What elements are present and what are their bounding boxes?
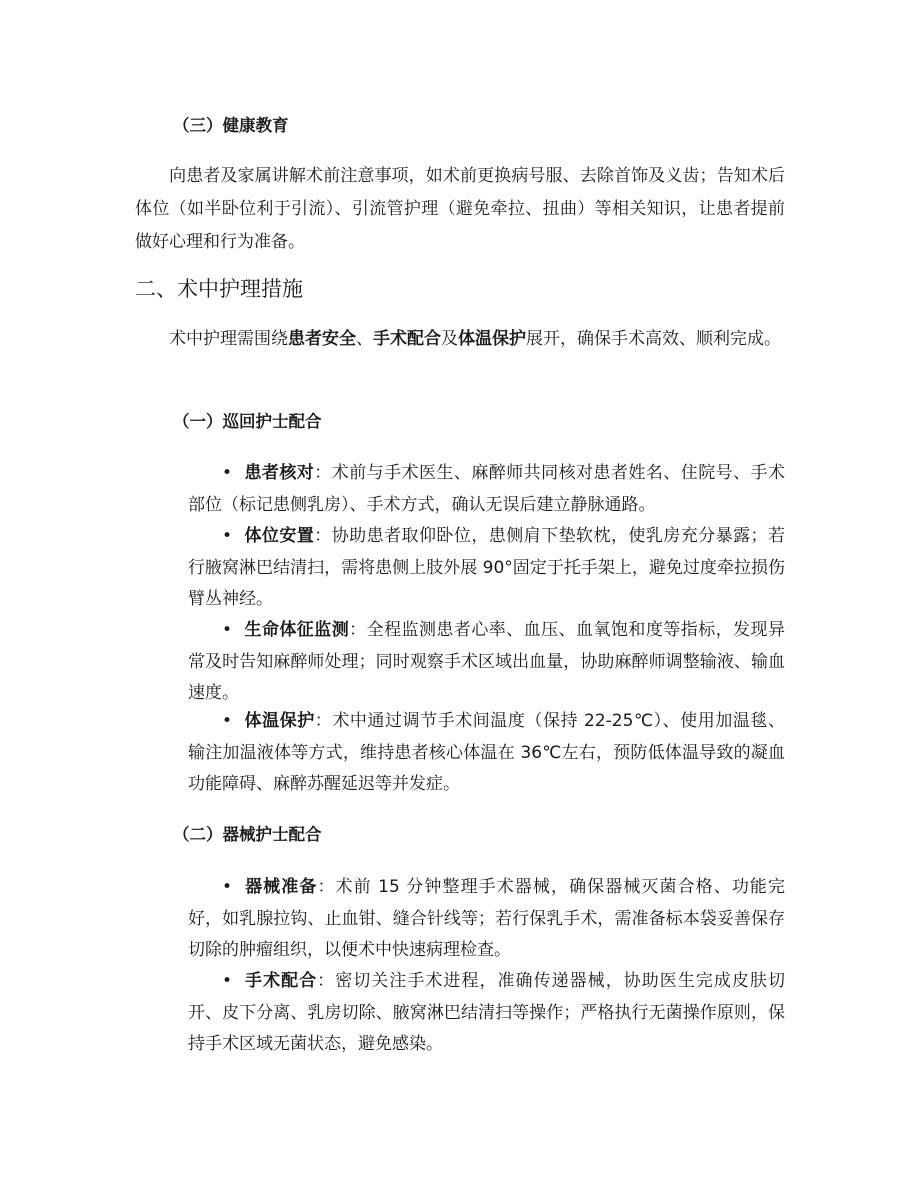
- item-label: 手术配合: [244, 971, 318, 991]
- intro-text: 及: [441, 329, 458, 349]
- item-label: 器械准备: [244, 877, 318, 897]
- item-text: ：术前与手术医生、麻醉师共同核对患者姓名、住院号、手术部位（标记患侧乳房）、手术方式，确认无误后建立静脉通路。: [188, 463, 786, 515]
- circulating-nurse-heading: （一）巡回护士配合: [173, 412, 322, 431]
- health-education-text: 向患者及家属讲解术前注意事项，如术前更换病号服、去除首饰及义齿；告知术后体位（如半卧位利于引流）、引流管护理（避免牵拉、扭曲）等相关知识，让患者提前做好心理和行为准备。: [135, 166, 785, 252]
- list-item: [188, 966, 785, 1061]
- item-text: ：全程监测患者心率、血压、血氧饱和度等指标，发现异常及时告知麻醉师处理；同时观察手术区域出血量，协助麻醉师调整输液、输血速度。: [188, 620, 786, 703]
- list-item: [188, 706, 785, 801]
- bullet-icon: •: [221, 877, 232, 897]
- intro-bold-temperature-protection: 体温保护: [458, 329, 526, 349]
- bullet-icon: •: [221, 463, 232, 483]
- list-item: [188, 872, 785, 967]
- intro-bold-patient-safety: 患者安全: [288, 329, 356, 349]
- list-item: [188, 615, 785, 710]
- item-label: 体温保护: [244, 711, 315, 731]
- section-two-intro: [135, 323, 785, 356]
- section-two-heading: 二、术中护理措施: [135, 277, 303, 301]
- bullet-icon: •: [221, 526, 232, 546]
- intro-text: 展开，确保手术高效、顺利完成。: [526, 329, 781, 349]
- item-text: ：术中通过调节手术间温度（保持 22-25℃）、使用加温毯、输注加温液体等方式，维持患者核心体温在 36℃左右，预防低体温导致的凝血功能障碍、麻醉苏醒延迟等并发症。: [188, 711, 785, 794]
- item-text: ：术前 15 分钟整理手术器械，确保器械灭菌合格、功能完好，如乳腺拉钩、止血钳、缝合针线等；若行保乳手术，需准备标本袋妥善保存切除的肿瘤组织，以便术中快速病理检查。: [188, 877, 785, 960]
- health-education-heading: （三）健康教育: [173, 116, 289, 135]
- item-label: 患者核对: [244, 463, 315, 483]
- item-text: ：密切关注手术进程，准确传递器械，协助医生完成皮肤切开、皮下分离、乳房切除、腋窝淋巴结清扫等操作；严格执行无菌操作原则，保持手术区域无菌状态，避免感染。: [188, 971, 786, 1054]
- health-education-paragraph: [135, 160, 785, 259]
- item-label: 生命体征监测: [244, 620, 350, 640]
- instrument-nurse-heading: （二）器械护士配合: [173, 825, 322, 844]
- bullet-icon: •: [221, 711, 232, 731]
- item-text: ：协助患者取仰卧位，患侧肩下垫软枕，使乳房充分暴露；若行腋窝淋巴结清扫，需将患侧上肢外展 90°固定于托手架上，避免过度牵拉损伤臂丛神经。: [188, 526, 786, 609]
- intro-text: 术中护理需围绕: [169, 329, 288, 349]
- item-label: 体位安置: [244, 526, 315, 546]
- bullet-icon: •: [221, 620, 232, 640]
- list-item: [188, 458, 785, 521]
- list-item: [188, 521, 785, 616]
- intro-bold-surgical-cooperation: 手术配合: [373, 329, 441, 349]
- intro-text: 、: [356, 329, 373, 349]
- bullet-icon: •: [221, 971, 232, 991]
